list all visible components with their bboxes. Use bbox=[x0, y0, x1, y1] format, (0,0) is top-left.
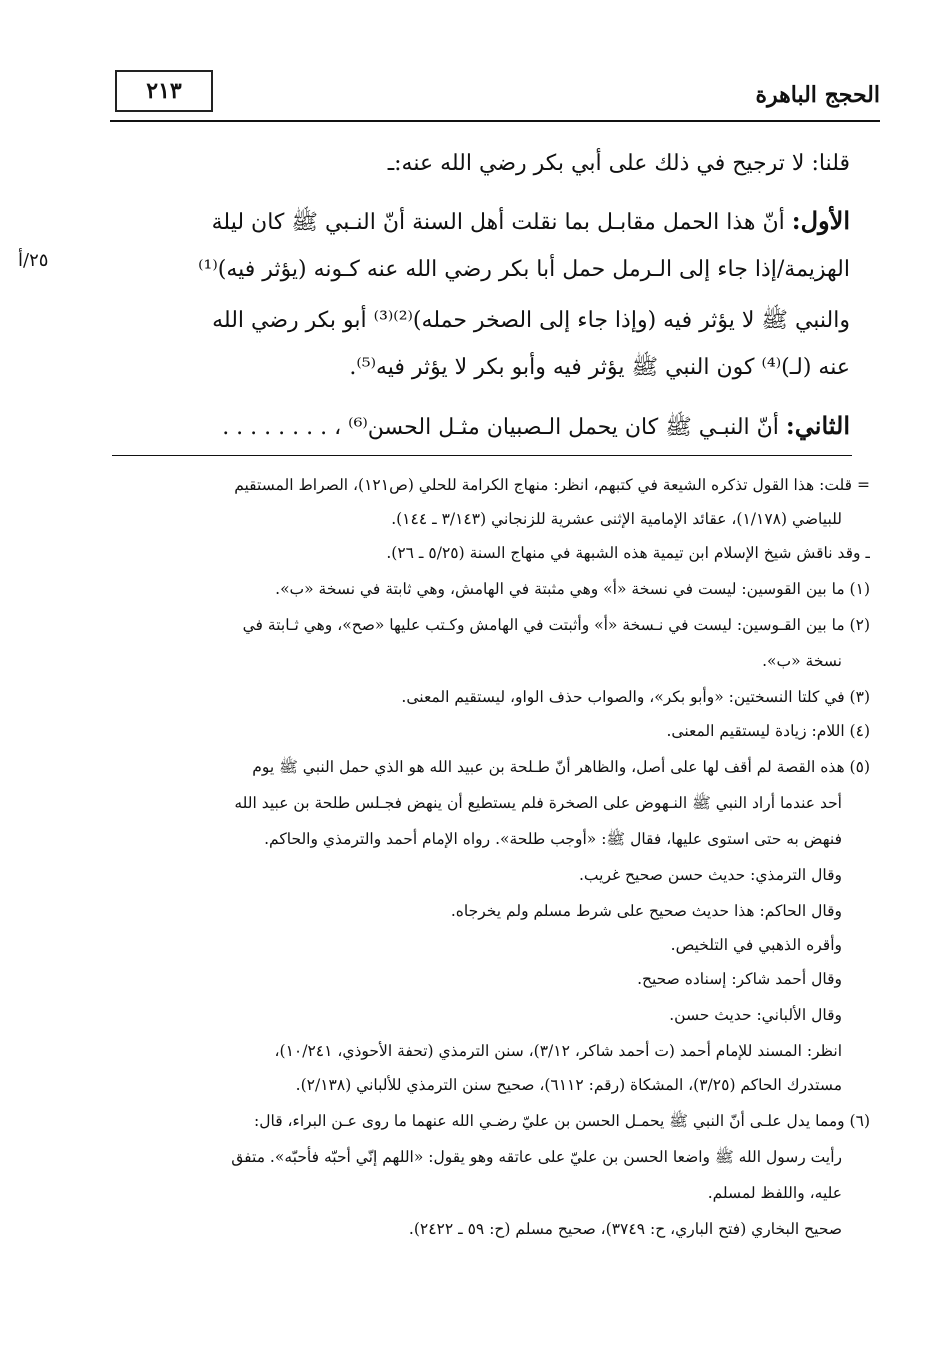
body-line-1: قلنا: لا ترجيح في ذلك على أبي بكر رضي الله عنه:ـ bbox=[387, 151, 850, 176]
footnote-line: وقال الترمذي: حديث حسن صحيح غريب. bbox=[579, 866, 842, 884]
footnote-line: رأيت رسول الله ﷺ واضعا الحسن بن عليّ على عاتقه وهو يقول: «اللهم إنّي أحبّه فأحبّه». متفق bbox=[231, 1148, 842, 1166]
running-title: الحجج الباهرة bbox=[755, 82, 880, 108]
running-header bbox=[110, 70, 880, 122]
footnote-line: (٢) ما بين القـوسين: ليست في نـسخة «أ» وأثبتت في الهامش وكـتب عليها «صح»، وهي ثـابتة في bbox=[242, 616, 870, 634]
manuscript-folio-note: ٢٥/أ bbox=[18, 250, 49, 271]
second-point-label: الثاني: bbox=[785, 411, 850, 440]
footnote-line: (١) ما بين القوسين: ليست في نسخة «أ» وهي مثبتة في الهامش، وهي ثابتة في نسخة «ب». bbox=[275, 580, 870, 598]
footnote-line: انظر: المسند للإمام أحمد (ت أحمد شاكر، ٣/١٢)، سنن الترمذي (تحفة الأحوذي، ١٠/٢٤١)، bbox=[274, 1042, 842, 1060]
body-line-5: عنه (لـ)⁽⁴⁾ كون النبي ﷺ يؤثر فيه وأبو بكر لا يؤثر فيه⁽⁵⁾. bbox=[349, 355, 850, 380]
footnote-line: للبياضي (١/١٧٨)، عقائد الإمامية الإثنى عشرية للزنجاني (٣/١٤٣ ـ ١٤٤). bbox=[391, 510, 842, 528]
footnote-line: = قلت: هذا القول تذكره الشيعة في كتبهم، انظر: منهاج الكرامة للحلي (ص١٢١)، الصراط المستقيم bbox=[234, 476, 870, 494]
page-number: ٢١٣ bbox=[146, 78, 182, 104]
header-divider bbox=[110, 120, 880, 122]
footnote-line: (٦) ومما يدل علـى أنّ النبي ﷺ يحمـل الحسن بن عليّ رضـي الله عنهما ما روى عـن البراء، قال: bbox=[253, 1112, 870, 1130]
footnote-line: أحد عندما أراد النبي ﷺ النـهوض على الصخرة فلم يستطيع أن ينهض فجـلس طلحة بن عبيد الله bbox=[234, 794, 842, 812]
body-line-3: الهزيمة/إذا جاء إلى الـرمل حمل أبا بكر رضي الله عنه كـونه (يؤثر فيه)⁽¹⁾ bbox=[198, 257, 850, 282]
footnote-line: نسخة «ب». bbox=[762, 652, 842, 670]
footnote-line: صحيح البخاري (فتح الباري، ح: ٣٧٤٩)، صحيح مسلم (ح: ٥٩ ـ ٢٤٢٢). bbox=[408, 1220, 842, 1238]
footnote-line: وأقره الذهبي في التلخيص. bbox=[670, 936, 842, 954]
footnote-line: (٣) في كلتا النسختين: «وأبو بكر»، والصواب حذف الواو، ليستقيم المعنى. bbox=[401, 688, 870, 706]
second-point-text: أنّ النبـي ﷺ كان يحمل الـصبيان مثـل الحسن⁽⁶⁾ ، . . . . . . . . bbox=[222, 415, 779, 440]
footnote-line: مستدرك الحاكم (٣/٢٥)، المشكاة (رقم: ٦١١٢)، صحيح سنن الترمذي للألباني (٢/١٣٨). bbox=[295, 1076, 842, 1094]
body-line-6 bbox=[110, 402, 850, 452]
first-point-label: الأول: bbox=[791, 206, 850, 235]
footnote-line: (٤) اللام: زيادة ليستقيم المعنى. bbox=[666, 722, 870, 740]
footnote-line: (٥) هذه القصة لم أقف لها على أصل، والظاهر أنّ طـلحة بن عبيد الله هو الذي حمل النبي ﷺ يوم bbox=[252, 758, 870, 776]
page-number-box bbox=[115, 70, 213, 112]
footnote-line: وقال الألباني: حديث حسن. bbox=[669, 1006, 842, 1024]
footnote-line: ـ وقد ناقش شيخ الإسلام ابن تيمية هذه الشبهة في منهاج السنة (٥/٢٥ ـ ٢٦). bbox=[386, 544, 870, 562]
footnote-line: وقال أحمد شاكر: إسناده صحيح. bbox=[637, 970, 842, 988]
body-line-4: والنبي ﷺ لا يؤثر فيه (وإذا جاء إلى الصخر حمله)⁽²⁾⁽³⁾ أبو بكر رضي الله bbox=[212, 308, 850, 333]
body-line-2 bbox=[110, 197, 850, 247]
footnote-line: وقال الحاكم: هذا حديث صحيح على شرط مسلم ولم يخرجاه. bbox=[450, 902, 842, 920]
footnote-divider bbox=[112, 455, 852, 456]
footnote-line: عليه، واللفظ لمسلم. bbox=[707, 1184, 842, 1202]
footnote-line: فنهض به حتى استوى عليها، فقال ﷺ: «أوجب طلحة». رواه الإمام أحمد والترمذي والحاكم. bbox=[264, 830, 842, 848]
first-point-text: أنّ هذا الحمل مقابـل بما نقلت أهل السنة أنّ النـبي ﷺ كان ليلة bbox=[211, 210, 785, 235]
